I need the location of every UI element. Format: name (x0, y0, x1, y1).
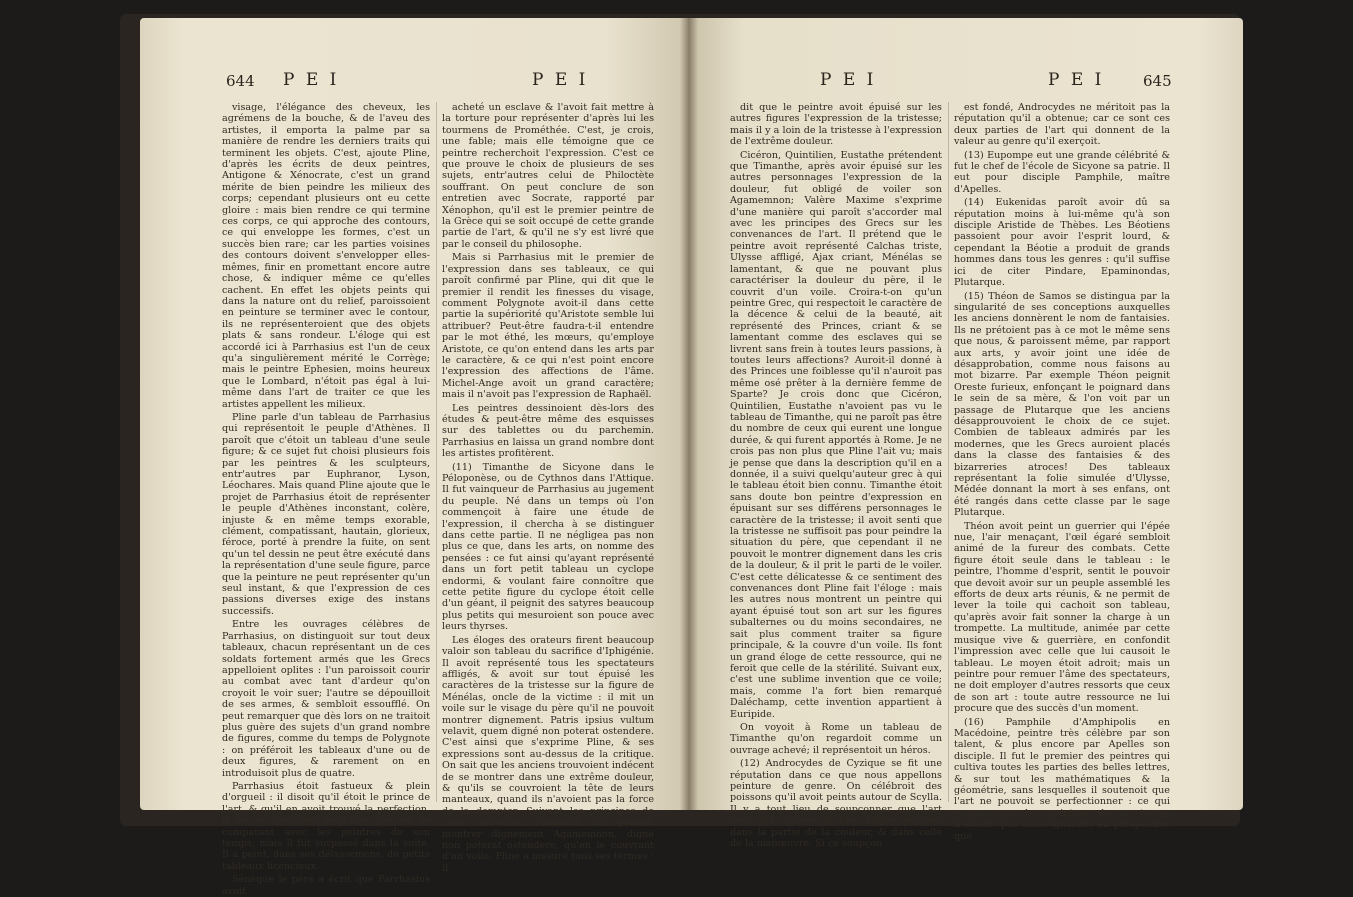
left-page (140, 18, 688, 897)
paragraph: acheté un esclave & l'avoit fait mettre à la torture pour représenter d'après lui les tourmens de Prométhée. C'est, je crois, une fable; mais elle témoigne que ce peintre recherchoit l'expression. C'est ce que prouve le choix de plusieurs de ses sujets, entr'autres celui de Philoctète souffrant. On peut conclure de son entretien avec Socrate, rapporté par Xénophon, qu'il est le premier peintre de la Grèce qui se soit occupé de cette grande partie de l'art, & qu'il ne s'y est livré que par le conseil du philosophe. (442, 102, 654, 250)
running-head-right-a: P E I (820, 70, 877, 90)
page-number-right: 645 (1143, 72, 1172, 90)
running-head-left-b: P E I (532, 70, 589, 90)
paragraph: (15) Théon de Samos se distingua par la singularité de ses conceptions auxquelles les anciens donnèrent le nom de fantaisies. Ils ne prétoient pas à ce mot le même sens que nous, & paroissent même, par rapport aux arts, y avoir joint une idée de désapprobation, comme nous faisons au mot bizarre. Par exemple Théon peignit Oreste furieux, enfonçant le poignard dans le sein de sa mère, & l'on voit par un passage de Plutarque que les anciens désapprouvoient le choix de ce sujet. Combien de tableaux admirés par les modernes, que les Grecs auroient placés dans la classe des fantaisies & des bizarreries atroces! Des tableaux représentant la folie simulée d'Ulysse, Médée donnant la mort à ses enfans, ont été rangés dans cette classe par le sage Plutarque. (954, 290, 1170, 519)
paragraph: Cicéron, Quintilien, Eustathe prétendent que Timanthe, après avoir épuisé sur les autres personnages l'expression de la douleur, fut obligé de voiler son Agamemnon; Valère Maxime s'exprime d'une manière qui paroît s'accorder mal avec les principes des Grecs sur les convenances de l'art. Il prétend que le peintre avoit représenté Calchas triste, Ulysse affligé, Ajax criant, Ménélas se lamentant, & que ne pouvant plus caractériser la douleur du père, il le couvrit d'un voile. Croira-t-on qu'un peintre Grec, qui respectoit le caractère de la décence & celui de la beauté, ait représenté des Princes, criant & se lamentant comme des esclaves qui se livrent sans frein à toutes leurs passions, à toutes leurs affections? Auroit-il donné à des Princes une foiblesse qu'il n'auroit pas même osé prêter à la dernière femme de Sparte? Je crois donc que Cicéron, Quintilien, Eustathe n'avoient pas vu le tableau de Timanthe, qui ne paroît pas être du nombre de ceux qui eurent une longue durée, & qui furent apportés à Rome. Je ne crois pas non plus que Pline l'ait vu; mais je pense que dans la description qu'il en a donnée, il a suivi quelqu'auteur grec à qui le tableau étoit bien connu. Timanthe étoit sans doute bon peintre d'expression en épuisant sur ses différens personnages le caractère de la tristesse; il avoit senti que la tristesse ne suffisoit pas pour peindre la situation du père, que cependant il ne pouvoit le montrer dignement dans les cris de la douleur, & il prit le parti de le voiler. C'est cette délicatesse & ce sentiment des convenances dont Pline fait l'éloge : mais les autres nous montrent un peintre qui ayant épuisé tout son art sur les figures subalternes ou du moins secondaires, ne sait plus comment traiter sa figure principale, & la couvre d'un voile. Ils font un grand éloge de cette ressource, qui ne feroit que celle de la stérilité. Suivant eux, c'est une sublime invention que ce voile; mais, comme l'a fort bien remarqué Daléchamp, cette invention appartient à Euripide. (730, 149, 942, 720)
page-number-left: 644 (226, 72, 255, 90)
left-column-1 (222, 102, 430, 897)
paragraph: Pline parle d'un tableau de Parrhasius qui représentoit le peuple d'Athènes. Il paroît que c'étoit un tableau d'une seule figure; & ce sujet fut choisi plusieurs fois par les peintres & les sculpteurs, entr'autres par Euphranor, Lyson, Léochares. Mais quand Pline ajoute que le projet de Parrhasius étoit de représenter le peuple d'Athènes inconstant, colère, injuste & en même temps exorable, clément, compatissant, hautain, glorieux, féroce, porté à prendre la fuite, on sent qu'un tel dessin ne peut être exécuté dans la représentation d'une seule figure, parce que la peinture ne peut représenter qu'un seul instant, & que l'expression de ces passions diverses exige des instans successifs. (222, 411, 430, 617)
right-column-1 (730, 102, 942, 849)
paragraph: On voyoit à Rome un tableau de Timanthe qu'on regardoit comme un ouvrage achevé; il représentoit un héros. (730, 721, 942, 756)
paragraph: Parrhasius étoit fastueux & plein d'orgueil : il disoit qu'il étoit le prince de l'art, & qu'il en avoit trouvé la perfection. Il ne se trompoit peut-être pas en le comparant avec les peintres de son temps; mais il fut surpassé dans la suite. Il a peint, dans ses délassemens, de petits tableaux licencieux. (222, 780, 430, 872)
paragraph: Théon avoit peint un guerrier qui l'épée nue, l'air menaçant, l'œil égaré sembloit animé de la fureur des combats. Cette figure étoit seule dans le tableau : le peintre, l'homme d'esprit, sentit le pouvoir que devoit avoir sur un peuple assemblé les efforts de deux arts réunis, & ne permit de lever la toile qui cachoit son tableau, qu'après avoir fait sonner la charge à un trompette. La multitude, animée par cette musique vive & guerrière, en confondit l'impression avec celle que lui causoit le tableau. Le moyen étoit adroit; mais un peintre pour remuer l'âme des spectateurs, ne doit employer d'autres ressorts que ceux de son art : toute autre ressource ne lui procure que des succès d'un moment. (954, 520, 1170, 715)
paragraph: (14) Eukenidas paroît avoir dû sa réputation moins à lui-même qu'à son disciple Aristide de Thèbes. Les Béotiens passoient pour avoir l'esprit lourd, & cependant la Béotie a produit de grands hommes dans tous les genres : qu'il suffise ici de citer Pindare, Epaminondas, Plutarque. (954, 197, 1170, 289)
paragraph: Les éloges des orateurs firent beaucoup valoir son tableau du sacrifice d'Iphigénie. Il avoit représenté tous les spectateurs affligés, & avoit sur tout épuisé les caractères de la tristesse sur la figure de Ménélas, oncle de la victime : il mit un voile sur le visage du père qu'il ne pouvoit montrer dignement. Patris ipsius vultum velavit, quem digné non poterat ostendere. C'est ainsi que s'exprime Pline, & ses expressions sont au-dessus de la critique. On sait que les anciens trouvoient indécent de se montrer dans une extrême douleur, & qu'ils se couvroient la tête de leurs manteaux, quand ils n'avoient pas la force de la dompter. Suivant les principes de cette décence, Timanthe ne pouvoit montrer dignement Agamemnon, digné non poterat ostendere, qu'en le couvrant d'un voile. Pline a mesuré tous ses termes : il (442, 634, 654, 874)
paragraph: Sénèque le père a écrit que Parrhasius avoit (222, 874, 430, 897)
paragraph: dit que le peintre avoit épuisé sur les autres figures l'expression de la tristesse; mais il y a loin de la tristesse à l'expression de l'extrême douleur. (730, 102, 942, 148)
paragraph: est fondé, Androcydes ne méritoit pas la réputation qu'il a obtenue; car ce sont ces deux parties de l'art qui donnent de la valeur au genre qu'il exerçoit. (954, 102, 1170, 148)
right-column-2 (954, 102, 1170, 842)
right-page (688, 18, 1243, 849)
left-column-2 (442, 102, 654, 874)
paragraph: Mais si Parrhasius mit le premier de l'expression dans ses tableaux, ce qui paroît confirmé par Pline, qui dit que le premier il rendit les finesses du visage, comment Polygnote avoit-il dans cette partie la supériorité qu'Aristote semble lui attribuer? Peut-être faudra-t-il entendre par le mot éthé, les mœurs, qu'employe Aristote, ce qu'on entend dans les arts par le caractère, & ce qui n'est point encore l'expression des affections de l'âme. Michel-Ange avoit un grand caractère; mais il n'avoit pas l'expression de Raphaël. (442, 252, 654, 401)
paragraph: (16) Pamphile d'Amphipolis en Macédoine, peintre très célèbre par son talent, & plus encore par Apelles son disciple. Il fut le premier des peintres qui cultiva toutes les parties des belles lettres, & sur tout les mathématiques & la géométrie, sans lesquelles il soutenoit que l'art ne pouvoit se perfectionner : ce qui prouve que les peintres de ce temps n'étoient pas aussi ignorans en perspective que (954, 716, 1170, 842)
column-divider (436, 102, 437, 802)
paragraph: (12) Androcydes de Cyzique se fit une réputation dans ce que nous appellons peinture de genre. On célébroit des poissons qu'il avoit peints autour de Scylla. Il y a tout lieu de soupçonner que l'art avoit fait encore de bien foibles progrès dans la partie de la couleur, & dans celle de la manœuvre. Si ce soupçon (730, 758, 942, 849)
column-divider (948, 102, 949, 802)
paragraph: visage, l'élégance des cheveux, les agrémens de la bouche, & de l'aveu des artistes, il emporta la palme par sa manière de rendre les derniers traits qui terminent les objets. C'est, ajoute Pline, d'après les écrits de deux peintres, Antigone & Xénocrate, c'est un grand mérite de bien peindre les milieux des corps; cependant plusieurs ont eu cette gloire : mais bien rendre ce qui termine ces corps, ce qui approche des contours, ce qui enveloppe les formes, c'est un succès bien rare; car les parties voisines des contours doivent s'envelopper elles-mêmes, finir en promettant encore autre chose, & indiquer même ce qu'elles cachent. En effet les objets peints qui dans la nature ont du relief, paroissoient en peinture se terminer avec le contour, ils ne représenteroient que des objets plats & sans rondeur. L'éloge qui est accordé ici à Parrhasius est l'un de ceux qu'a singulièrement mérité le Corrège; mais le peintre Ephesien, moins heureux que le Lombard, n'étoit pas égal à lui-même dans l'art de traiter ce que les artistes appellent les milieux. (222, 102, 430, 410)
book-gutter-shadow (680, 18, 698, 810)
running-head-right-b: P E I (1048, 70, 1105, 90)
paragraph: (13) Eupompe eut une grande célébrité & fut le chef de l'école de Sicyone sa patrie. Il eut pour disciple Pamphile, maître d'Apelles. (954, 149, 1170, 195)
running-head-left-a: P E I (283, 70, 340, 90)
paragraph: Entre les ouvrages célèbres de Parrhasius, on distinguoit sur tout deux tableaux, chacun représentant un de ces soldats fortement armés que les Grecs appelloient oplites : l'un paroissoit courir au combat avec tant d'ardeur qu'on croyoit le voir suer; l'autre se dépouilloit de ses armes, & sembloit essoufflé. On peut remarquer que dès lors on ne traitoit plus guère des sujets d'un grand nombre de figures, comme du temps de Polygnote : on préféroit les tableaux d'une ou de deux figures, & rarement on en introduisoit plus de quatre. (222, 619, 430, 779)
paragraph: Les peintres dessinoient dès-lors des études & peut-être même des esquisses sur des tablettes ou du parchemin. Parrhasius en laissa un grand nombre dont les artistes profitèrent. (442, 402, 654, 460)
paragraph: (11) Timanthe de Sicyone dans le Péloponèse, ou de Cythnos dans l'Attique. Il fut vainqueur de Parrhasius au jugement du peuple. Né dans un temps où l'on commençoit à faire une étude de l'expression, il chercha à se distinguer dans cette partie. Il ne négligea pas non plus ce que, dans les arts, on nomme des pensées : ce fut ainsi qu'ayant représenté dans un fort petit tableau un cyclope endormi, & voulant faire connoître que cette petite figure du cyclope étoit celle d'un géant, il peignit des satyres beaucoup plus petits qui mesuroient son pouce avec leurs thyrses. (442, 461, 654, 633)
